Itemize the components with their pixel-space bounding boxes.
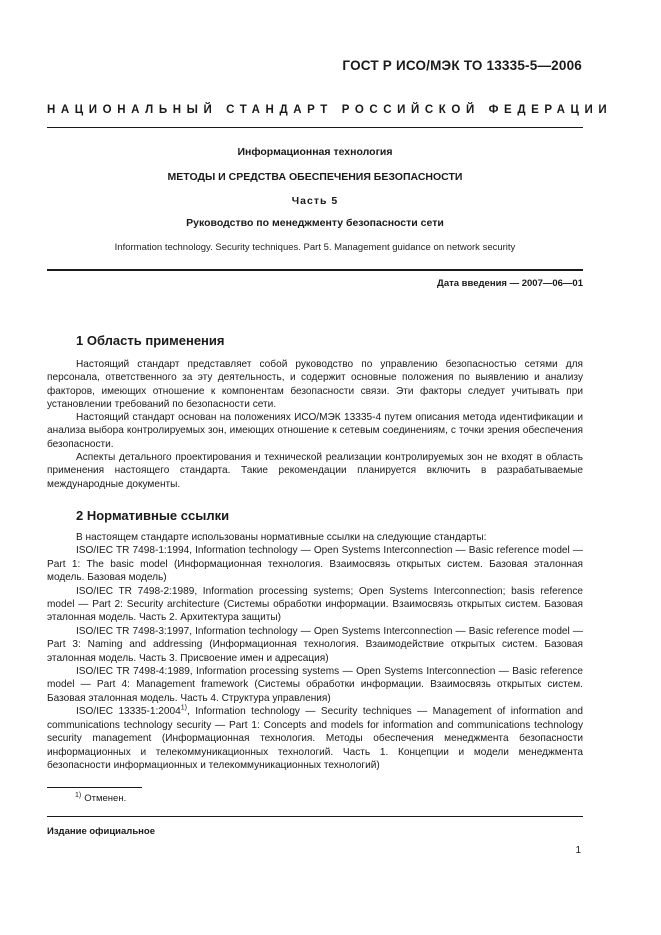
section-1-heading: 1 Область применения: [76, 333, 225, 348]
footnote-text: Отменен.: [84, 793, 127, 804]
intro-date: Дата введения — 2007—06—01: [437, 278, 583, 289]
reference-text: , Information technology — Security techniques — Management of information and communications technology security — Part 1: Concepts and models for information and communications technology security management (Информационная технология. Методы обеспечения менеджмента безопасности информационных и телекоммуникационных технологий. Часть 1. Концепции и модели менеджмента безопасности информационных и телекоммуникационных технологий): [47, 706, 583, 771]
footnote-mark: 1): [75, 791, 82, 799]
reference-item: ISO/IEC TR 7498-1:1994, Information technology — Open Systems Interconnection — Basic reference model — Part 1: The basic model (Информационная технология. Взаимосвязь открытых систем. Базовая эталонная модель. Базовая модель): [47, 545, 583, 584]
footer-divider: [47, 816, 583, 817]
title-line-2: МЕТОДЫ И СРЕДСТВА ОБЕСПЕЧЕНИЯ БЕЗОПАСНОСТИ: [167, 171, 463, 183]
reference-item: ISO/IEC TR 7498-4:1989, Information processing systems — Open Systems Interconnection — Basic reference model — Part 4: Management framework (Системы обработки информации. Взаимосвязь открытых систем. Базовая эталонная модель. Часть 4. Структура управления): [47, 666, 583, 704]
document-code: ГОСТ Р ИСО/МЭК ТО 13335-5—2006: [342, 58, 582, 73]
section-1-paragraph: Настоящий стандарт представляет собой руководство по управлению безопасностью сетями для персонала, ответственного за эту деятельность, и содержит основные положения по выявлению и анализу факторов, имеющих отношение к компонентам безопасности связи. Эти факторы следует учитывать при установлении требований по безопасности сети.: [47, 359, 583, 411]
title-subtitle: Руководство по менеджменту безопасности сети: [186, 217, 444, 229]
title-line-1: Информационная технология: [237, 146, 393, 158]
official-edition-label: Издание официальное: [47, 826, 155, 837]
page-number: 1: [575, 845, 581, 856]
reference-item: ISO/IEC TR 7498-2:1989, Information processing systems; Open Systems Interconnection; basis reference model — Part 2: Security architecture (Системы обработки информации. Взаимосвязь открытых систем. Базовая эталонная модель. Часть 2. Архитектура защиты): [47, 585, 583, 624]
section-1-paragraph: Настоящий стандарт основан на положениях ИСО/МЭК 13335-4 путем описания метода идентификации и анализа выбора контролируемых зон, имеющих отношение к сетевым соединениям, с точки зрения обеспечения безопасности.: [47, 412, 583, 450]
section-2-heading: 2 Нормативные ссылки: [76, 508, 230, 523]
references-list: [47, 531, 583, 772]
reference-item: [47, 705, 583, 772]
footnote-divider: [47, 787, 142, 788]
national-standard-banner: НАЦИОНАЛЬНЫЙ СТАНДАРТ РОССИЙСКОЙ ФЕДЕРАЦИИ: [47, 104, 613, 116]
reference-item: ISO/IEC TR 7498-3:1997, Information technology — Open Systems Interconnection — Basic reference model — Part 3: Naming and addressing (Информационная технология. Взаимодействие открытых систем. Базовая эталонная модель. Часть 3. Присвоение имен и адресация): [47, 625, 583, 664]
title-divider: [47, 269, 583, 271]
footnote: [75, 793, 126, 804]
footnote-marker: 1): [180, 704, 187, 712]
top-divider: [47, 127, 583, 128]
title-english: Information technology. Security techniques. Part 5. Management guidance on network security: [114, 242, 516, 253]
reference-code: ISO/IEC 13335-1:2004: [76, 706, 181, 718]
title-part: Часть 5: [291, 195, 339, 207]
section-1-paragraph: Аспекты детального проектирования и технической реализации контролируемых зон не входят в область применения настоящего стандарта. Такие рекомендации планируется включить в разрабатываемые международные документы.: [47, 452, 583, 490]
references-intro: В настоящем стандарте использованы нормативные ссылки на следующие стандарты:: [76, 532, 487, 543]
